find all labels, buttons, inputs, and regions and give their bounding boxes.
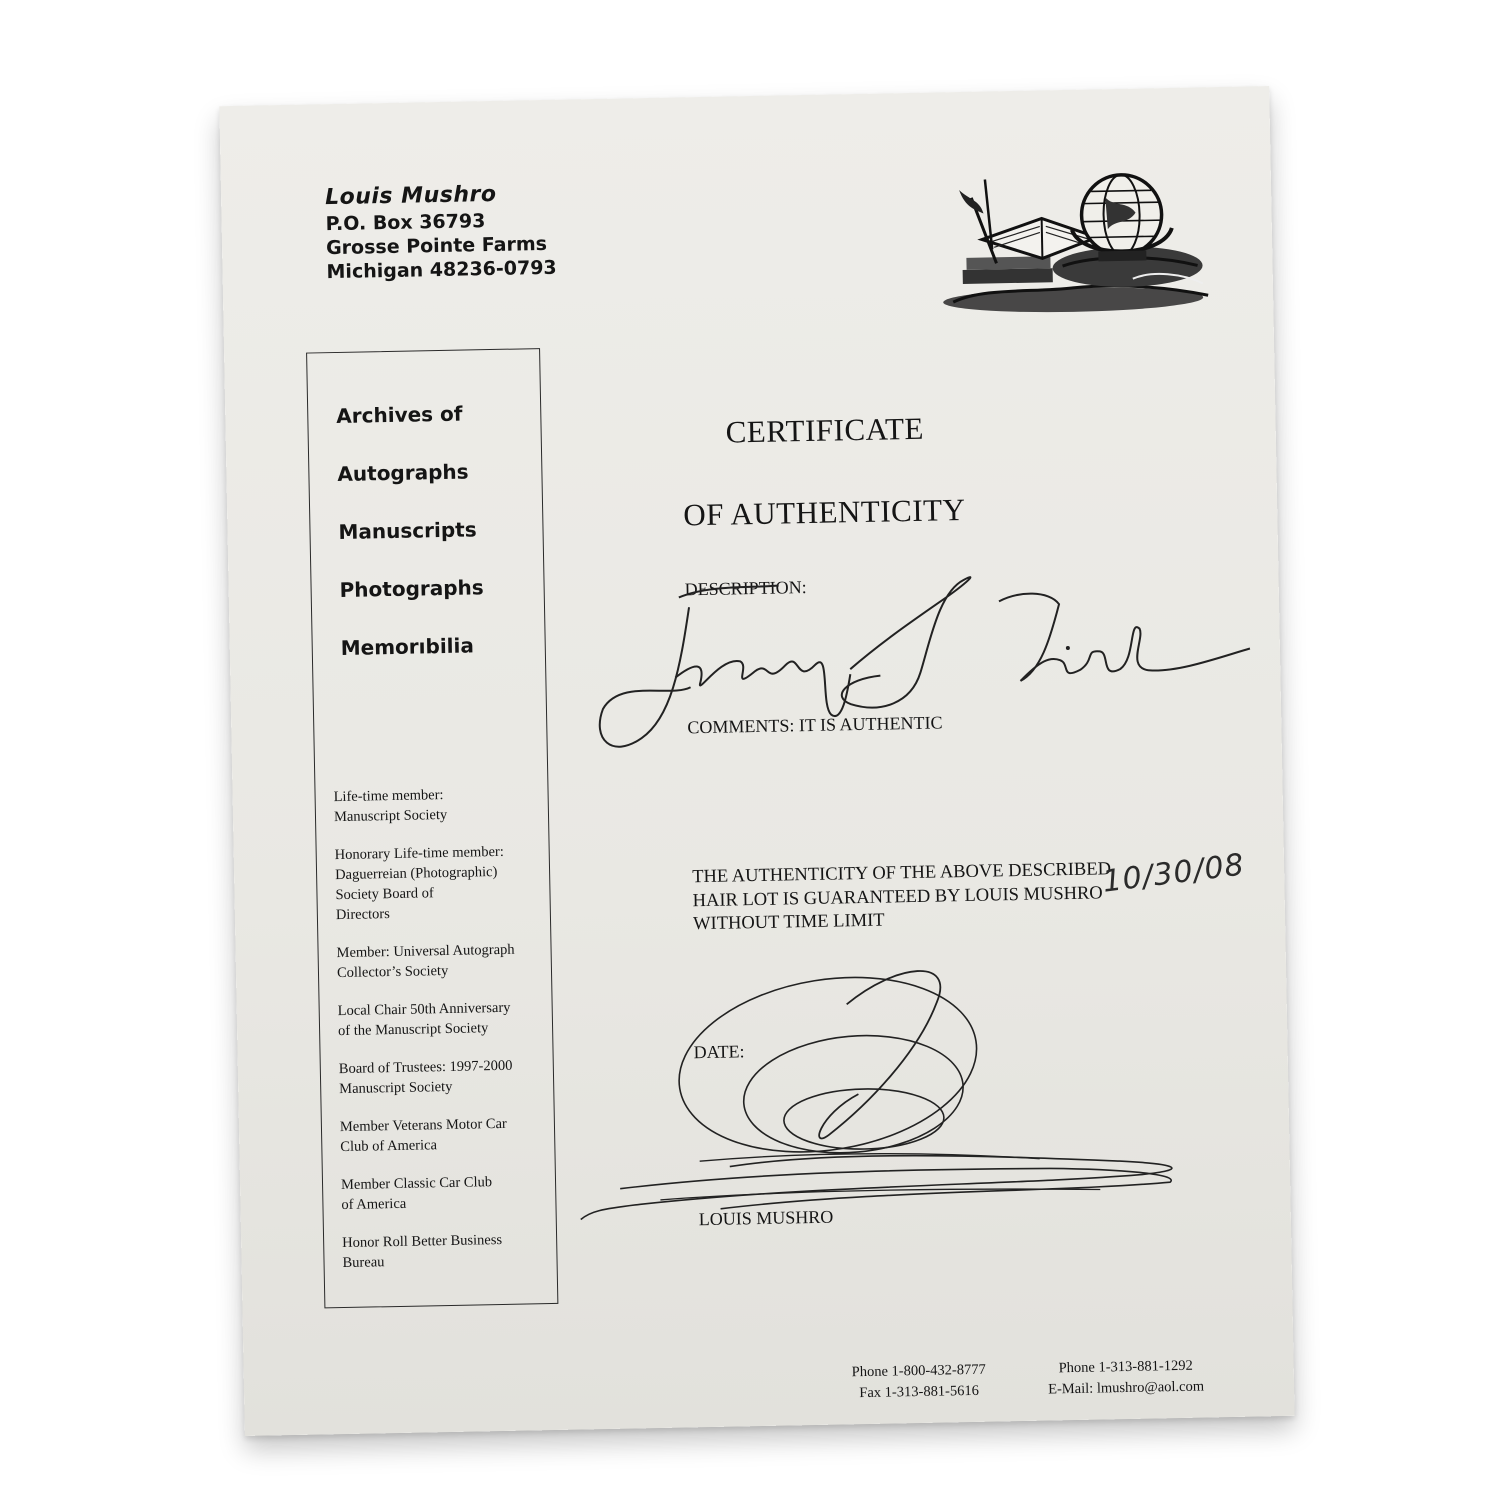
description-label: DESCRIPTION: [684,577,807,600]
archives-item: Autographs [337,459,469,486]
louis-mushro-signature [576,937,1222,1269]
archives-list [336,384,486,677]
membership-item: Member Veterans Motor Car Club of America [339,1115,507,1156]
address-line: Michigan 48236-0793 [326,256,557,284]
phone-number: Phone 1-800-432-8777 [851,1361,986,1381]
sender-address-block [325,182,557,284]
email-address: E-Mail: lmushro@aol.com [1047,1378,1205,1398]
membership-item: Life-time member: Manuscript Society [333,787,448,826]
membership-item: Board of Trustees: 1997-2000 Manuscript Society [338,1057,513,1098]
membership-item: Honorary Life-time member: Daguerreian (Photographic) Society Board of Directors [334,843,504,924]
membership-item: Local Chair 50th Anniversary of the Manuscript Society [337,999,511,1040]
credentials-sidebar [306,348,558,1308]
date-label: DATE: [693,1041,745,1063]
certificate-title-line1: CERTIFICATE [725,410,925,450]
handwritten-date: 10/30/08 [1100,847,1247,900]
certificate-title-line2: OF AUTHENTICITY [682,491,966,533]
membership-item: Member: Universal Autograph Collector’s Society [336,941,515,982]
footer-contact-right [1026,1355,1227,1401]
sender-name: Louis Mushro [324,181,497,211]
footer-contact-left [834,1359,1005,1404]
phone-number: Phone 1-313-881-1292 [1058,1357,1193,1377]
globe-book-quill-icon [921,165,1224,321]
archives-item: Memorıbilia [340,633,475,660]
archives-item: Manuscripts [338,517,477,544]
address-line: P.O. Box 36793 [325,210,486,236]
membership-item: Honor Roll Better Business Bureau [342,1231,503,1272]
comments-line: COMMENTS: IT IS AUTHENTIC [687,712,943,738]
membership-list [333,783,553,1291]
fax-number: Fax 1-313-881-5616 [859,1382,980,1402]
signer-name: LOUIS MUSHRO [698,1206,834,1230]
certificate-page [219,86,1294,1436]
archives-item: Photographs [339,575,484,602]
address-line: Grosse Pointe Farms [325,232,548,260]
guarantee-statement: THE AUTHENTICITY OF THE ABOVE DESCRIBED HAIR LOT IS GUARANTEED BY LOUIS MUSHRO WITHOUT TIME LIMIT [692,859,1112,935]
jenny-lind-signature [578,556,1262,769]
archives-item: Archives of [336,401,463,429]
membership-item: Member Classic Car Club of America [340,1174,493,1214]
